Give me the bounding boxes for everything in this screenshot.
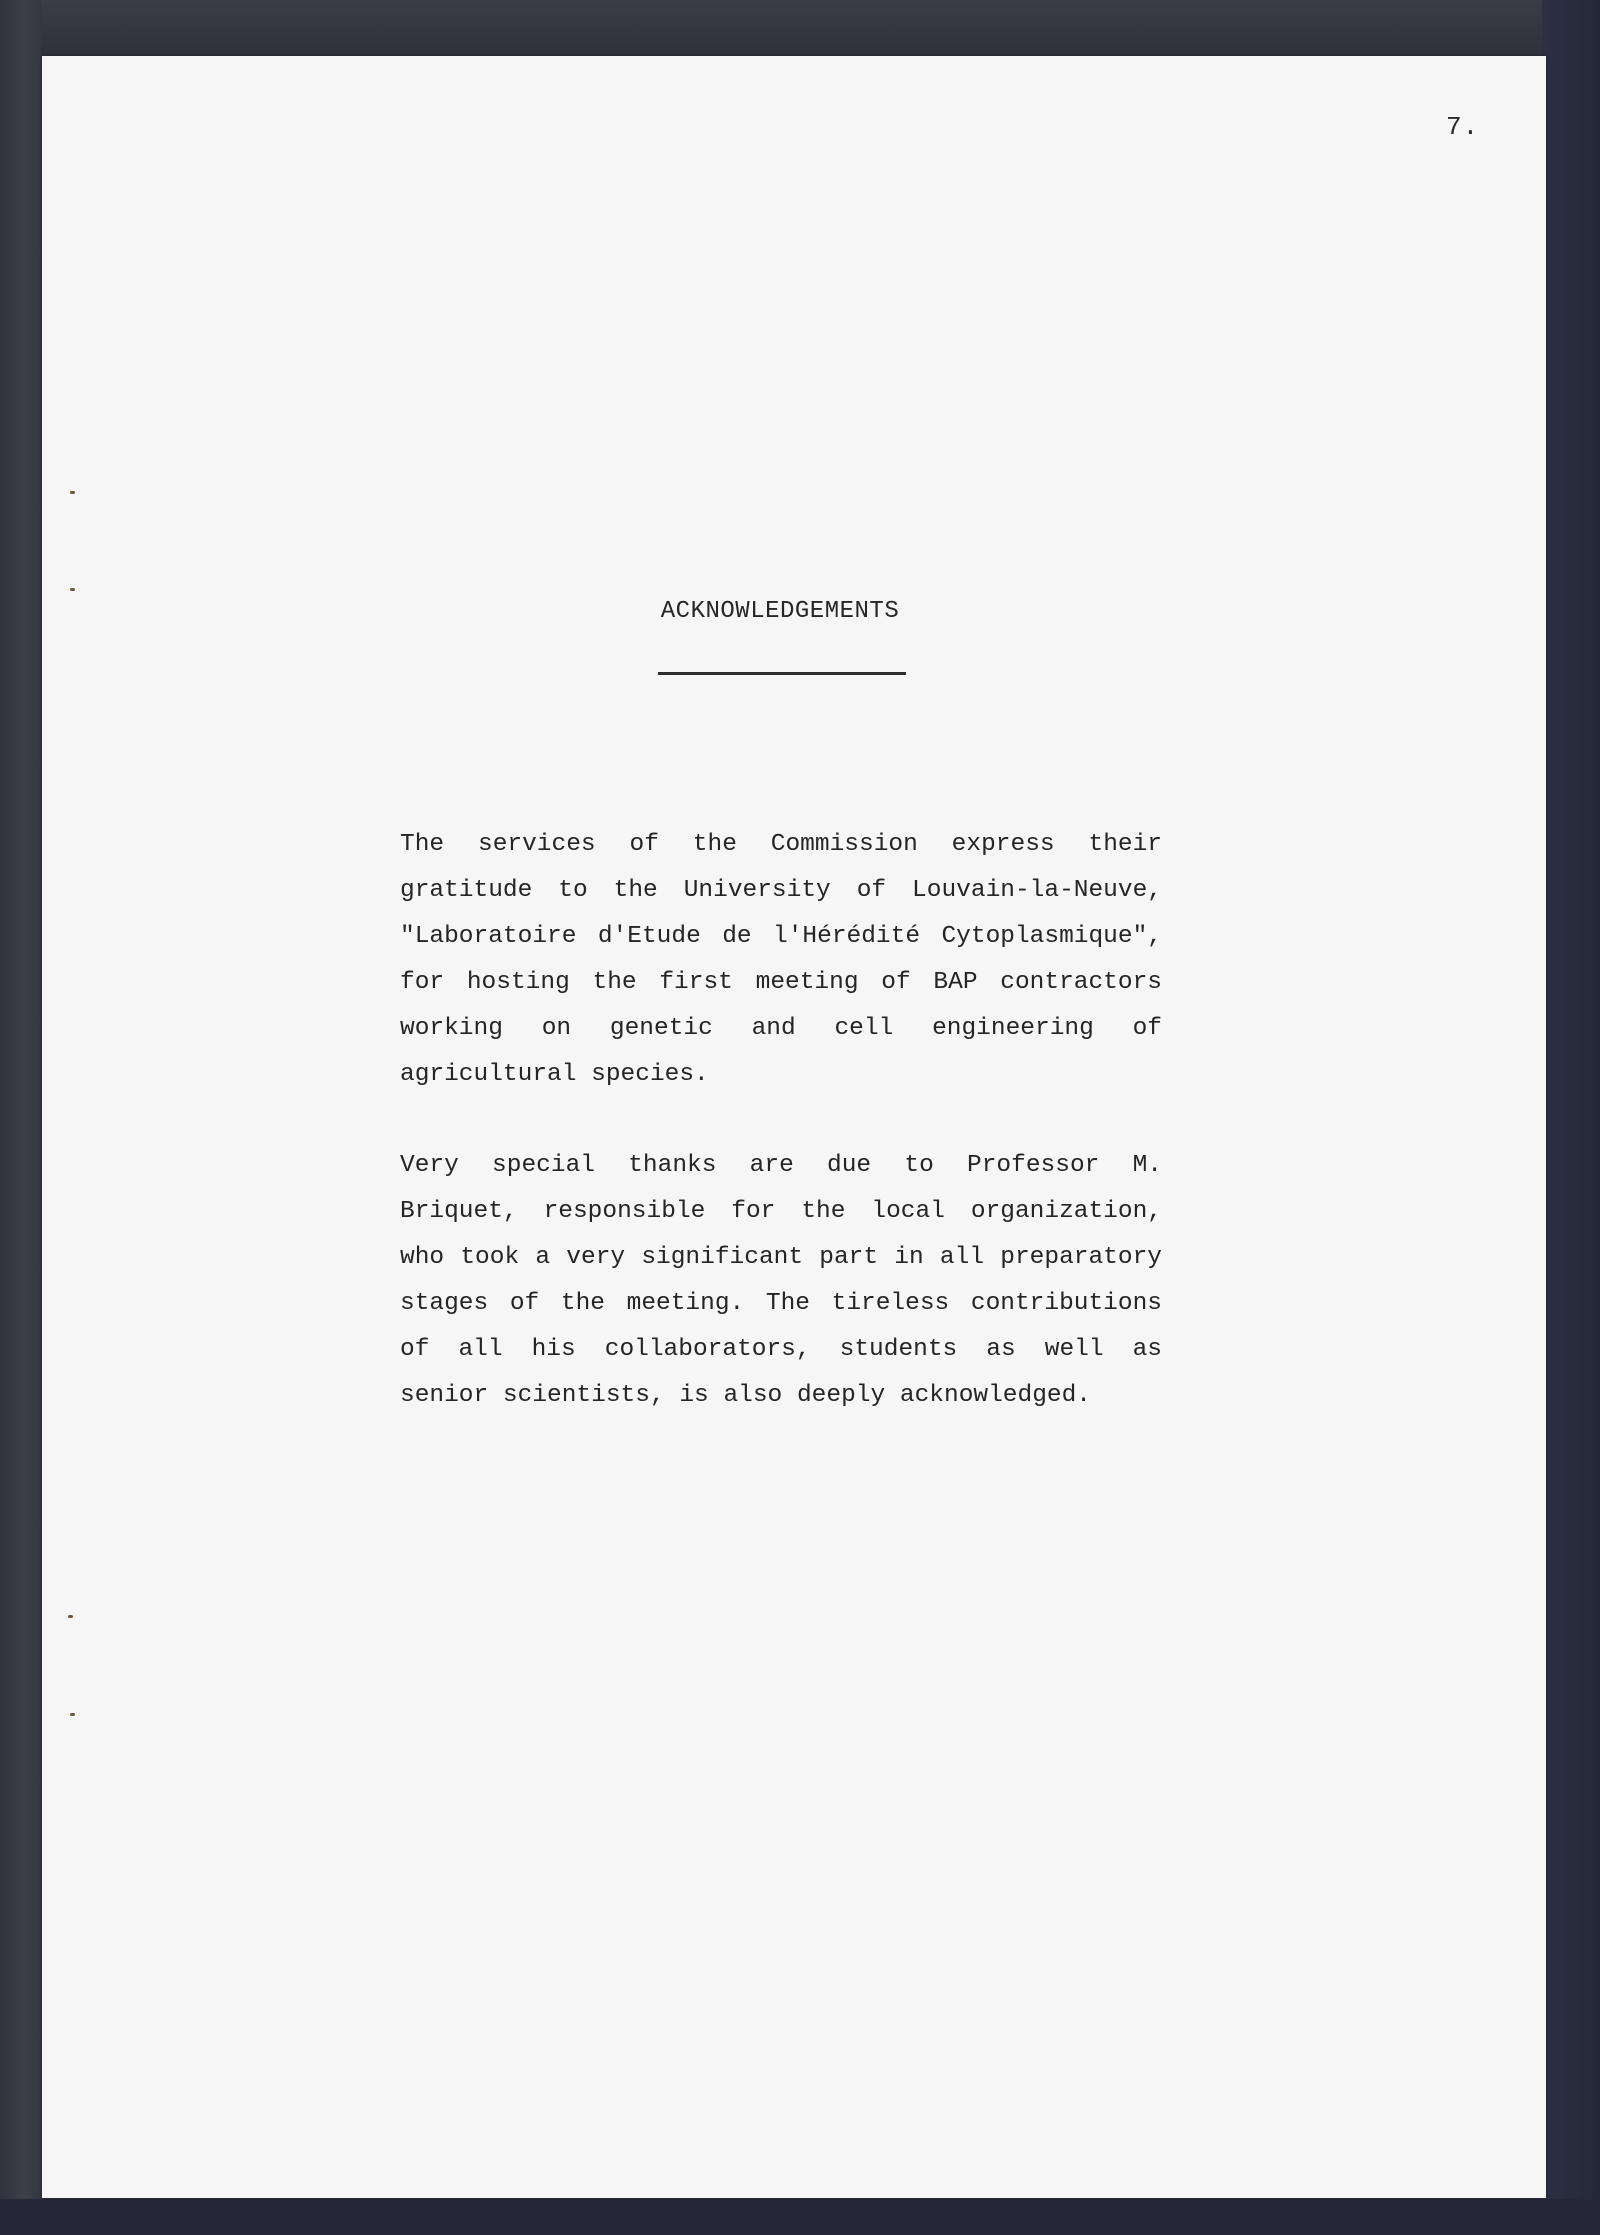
binding-hole-mark [70,1713,75,1716]
binding-hole-mark [70,588,75,591]
binding-hole-mark [68,1615,73,1618]
scan-background-bottom [0,2199,1600,2235]
section-heading: ACKNOWLEDGEMENTS [660,598,900,625]
acknowledgement-paragraph-1: The services of the Commission express their gratitude to the University of Louvain-la-Neuve, "Laboratoire d'Etude de l'Hérédité Cytoplasmique", for hosting the first meeting of BAP contractors working on genetic and cell engineering of agricultural species. [400,831,1162,1088]
scan-background-right [1542,0,1600,2235]
scan-background-top [0,0,1600,60]
binding-hole-mark [70,491,75,494]
heading-underline [658,672,906,675]
document-page [42,56,1546,2198]
scan-background-left [0,0,42,2235]
acknowledgement-paragraph-2: Very special thanks are due to Professor M. Briquet, responsible for the local organization, who took a very significant part in all preparatory stages of the meeting. The tireless contributions of all his collaborators, students as well as senior scientists, is also deeply acknowledged. [400,1152,1162,1409]
page-number: 7. [1446,112,1480,142]
